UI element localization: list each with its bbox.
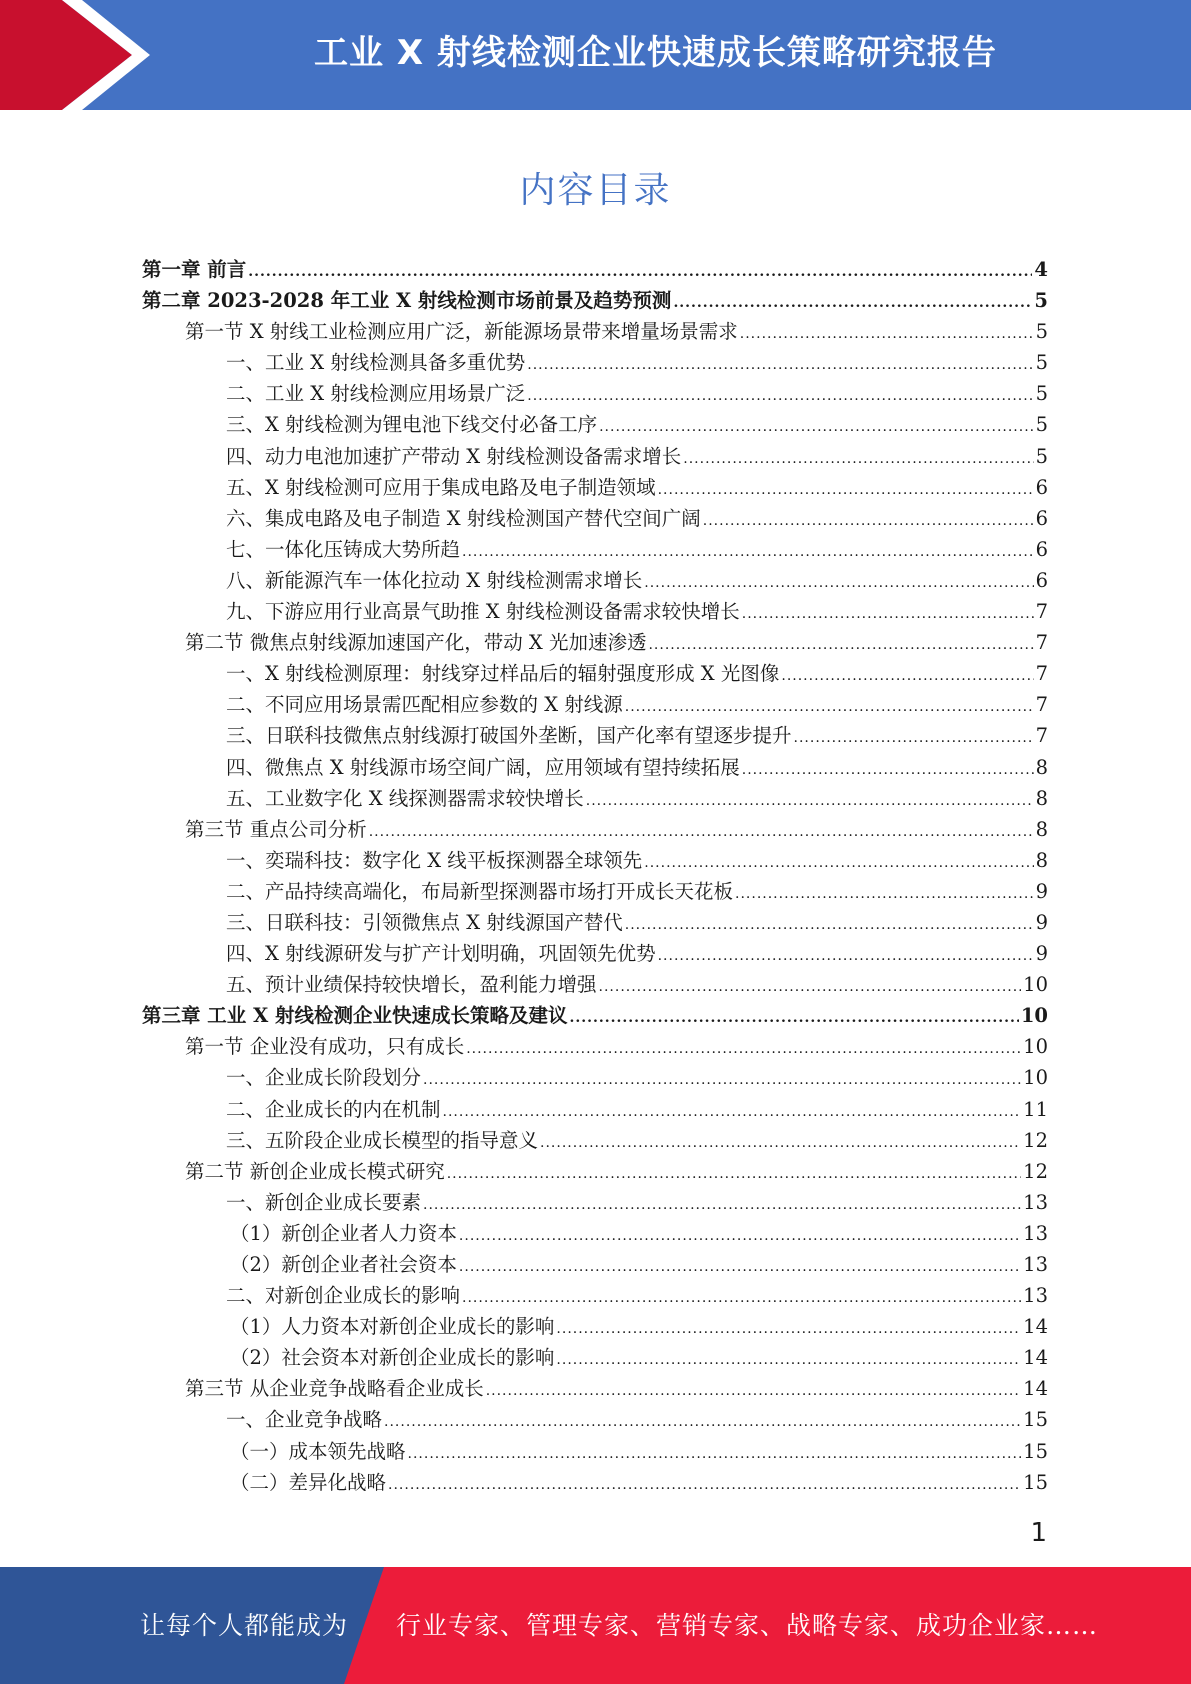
header-banner [0,0,1191,110]
toc-entry-title: 第三节 从企业竞争战略看企业成长 [185,1377,484,1401]
toc-entry[interactable] [142,565,1048,596]
table-of-contents [142,254,1048,1498]
toc-dot-leader [459,1221,1021,1252]
toc-entry-page: 13 [1023,1190,1048,1214]
toc-entry-page: 9 [1035,942,1048,966]
toc-entry[interactable] [142,845,1048,876]
toc-entry-title: 第二节 新创企业成长模式研究 [185,1159,445,1183]
toc-entry-title: （2）社会资本对新创企业成长的影响 [230,1346,555,1370]
toc-entry-page: 5 [1035,413,1048,437]
toc-entry-page: 7 [1035,693,1048,717]
toc-dot-leader [658,941,1034,972]
toc-entry-title: 八、新能源汽车一体化拉动 X 射线检测需求增长 [226,568,643,592]
toc-entry[interactable] [142,316,1048,347]
toc-entry[interactable] [142,969,1048,1000]
toc-entry-page: 6 [1035,568,1048,592]
toc-dot-leader [556,1314,1021,1345]
toc-dot-leader [599,412,1033,443]
toc-dot-leader [423,1065,1021,1096]
toc-entry-page: 11 [1023,1097,1048,1121]
toc-entry-title: 四、微焦点 X 射线源市场空间广阔，应用领域有望持续拓展 [226,755,740,779]
toc-dot-leader [794,723,1034,754]
toc-dot-leader [423,1190,1021,1221]
toc-entry-title: 三、X 射线检测为锂电池下线交付必备工序 [226,413,598,437]
toc-entry-page: 6 [1035,506,1048,530]
toc-dot-leader [644,848,1033,879]
footer-banner [0,1567,1191,1684]
toc-dot-leader [556,1345,1021,1376]
toc-entry-title: 第三节 重点公司分析 [185,817,367,841]
toc-entry[interactable] [142,1467,1048,1498]
toc-entry-title: （1）人力资本对新创企业成长的影响 [230,1315,555,1339]
toc-entry-page: 10 [1023,973,1048,997]
toc-dot-leader [388,1470,1021,1501]
toc-entry-page: 8 [1035,755,1048,779]
report-title: 工业 X 射线检测企业快速成长策略研究报告 [314,33,997,73]
toc-entry[interactable] [142,1062,1048,1093]
toc-entry-page: 13 [1023,1253,1048,1276]
toc-entry-title: 五、X 射线检测可应用于集成电路及电子制造领域 [226,475,656,499]
toc-entry-page: 10 [1023,1035,1048,1059]
toc-entry[interactable] [142,1280,1048,1311]
toc-entry[interactable] [142,1156,1048,1187]
toc-entry[interactable] [142,347,1048,378]
toc-dot-leader [703,506,1034,537]
toc-dot-leader [683,444,1033,475]
toc-entry-page: 14 [1023,1346,1048,1370]
toc-entry-page: 7 [1035,600,1048,624]
toc-entry-title: （一）成本领先战略 [230,1439,406,1463]
toc-dot-leader [740,319,1034,350]
toc-entry-title: 二、工业 X 射线检测应用场景广泛 [226,382,526,406]
toc-dot-leader [248,257,1032,288]
toc-entry[interactable] [142,1125,1048,1156]
toc-entry-title: （1）新创企业者人力资本 [230,1221,457,1245]
toc-entry[interactable] [142,409,1048,440]
toc-dot-leader [648,630,1033,661]
toc-entry-title: 一、企业竞争战略 [226,1408,383,1432]
toc-entry-page: 7 [1035,631,1048,655]
toc-dot-leader [447,1159,1021,1190]
toc-entry-title: 第二节 微焦点射线源加速国产化，带动 X 光加速渗透 [185,631,647,655]
toc-entry-title: 四、X 射线源研发与扩产计划明确，巩固领先优势 [226,942,656,966]
toc-entry[interactable] [142,627,1048,658]
toc-entry-title: 七、一体化压铸成大势所趋 [226,537,461,561]
toc-entry-title: 第一节 企业没有成功，只有成长 [185,1035,465,1059]
toc-entry-title: 第三章 工业 X 射线检测企业快速成长策略及建议 [142,1004,568,1028]
page-number: 1 [1030,1518,1047,1548]
toc-entry-title: 二、产品持续高端化，布局新型探测器市场打开成长天花板 [226,879,734,903]
toc-dot-leader [570,1003,1019,1034]
toc-dot-leader [369,817,1034,848]
toc-entry[interactable] [142,441,1048,472]
toc-entry[interactable] [142,254,1048,285]
toc-dot-leader [408,1439,1022,1470]
toc-dot-leader [527,381,1033,412]
toc-entry[interactable] [142,1249,1048,1280]
toc-entry[interactable] [142,752,1048,783]
toc-entry-page: 10 [1023,1066,1048,1090]
toc-entry[interactable] [142,503,1048,534]
toc-entry-title: 五、预计业绩保持较快增长，盈利能力增强 [226,973,597,997]
toc-entry[interactable] [142,1094,1048,1125]
toc-entry-title: 二、企业成长的内在机制 [226,1097,441,1121]
toc-entry-page: 5 [1034,289,1048,313]
toc-entry-page: 8 [1035,817,1048,841]
toc-entry-page: 15 [1023,1408,1048,1432]
toc-entry[interactable] [142,938,1048,969]
toc-dot-leader [742,599,1034,630]
toc-entry-page: 14 [1023,1377,1048,1401]
toc-dot-leader [462,1283,1021,1314]
toc-dot-leader [466,1034,1021,1065]
toc-entry-title: 一、工业 X 射线检测具备多重优势 [226,351,526,375]
toc-entry-page: 5 [1035,382,1048,406]
footer-slogan-right: 行业专家、管理专家、营销专家、战略专家、成功企业家…… [396,1611,1099,1640]
toc-entry-page: 9 [1035,879,1048,903]
toc-entry[interactable] [142,1404,1048,1435]
toc-entry[interactable] [142,720,1048,751]
toc-entry-title: 六、集成电路及电子制造 X 射线检测国产替代空间广阔 [226,506,701,530]
toc-entry-title: 一、企业成长阶段划分 [226,1066,422,1090]
toc-entry-page: 13 [1023,1284,1048,1308]
toc-dot-leader [540,1128,1021,1159]
toc-entry[interactable] [142,1187,1048,1218]
toc-dot-leader [486,1376,1021,1407]
toc-entry-page: 4 [1034,258,1048,281]
toc-entry-page: 6 [1035,475,1048,499]
toc-dot-leader [742,755,1034,786]
toc-dot-leader [586,786,1034,817]
toc-dot-leader [443,1097,1022,1128]
toc-entry[interactable] [142,596,1048,627]
toc-entry-title: （2）新创企业者社会资本 [230,1253,457,1276]
toc-entry-title: （二）差异化战略 [230,1470,387,1494]
toc-entry[interactable] [142,658,1048,689]
toc-entry-title: 一、新创企业成长要素 [226,1190,422,1214]
toc-entry[interactable] [142,534,1048,565]
toc-entry-title: 一、奕瑞科技：数字化 X 线平板探测器全球领先 [226,848,643,872]
toc-entry-title: 第一章 前言 [142,258,247,281]
toc-entry-page: 14 [1023,1315,1048,1339]
toc-entry-title: 三、五阶段企业成长模型的指导意义 [226,1128,539,1152]
toc-entry-page: 12 [1023,1128,1048,1152]
toc-entry-page: 5 [1035,351,1048,375]
toc-entry-page: 12 [1023,1159,1048,1183]
toc-dot-leader [459,1252,1021,1283]
toc-entry[interactable] [142,472,1048,503]
toc-entry[interactable] [142,1031,1048,1062]
toc-entry[interactable] [142,1218,1048,1249]
toc-entry[interactable] [142,378,1048,409]
toc-dot-leader [644,568,1033,599]
toc-entry-title: 第一节 X 射线工业检测应用广泛，新能源场景带来增量场景需求 [185,320,738,344]
toc-entry-title: 四、动力电池加速扩产带动 X 射线检测设备需求增长 [226,444,682,468]
toc-entry-page: 5 [1035,444,1048,468]
toc-entry[interactable] [142,1000,1048,1031]
toc-entry[interactable] [142,783,1048,814]
toc-entry-page: 6 [1035,537,1048,561]
toc-entry-page: 5 [1035,320,1048,344]
toc-dot-leader [599,972,1022,1003]
toc-dot-leader [625,692,1034,723]
toc-dot-leader [781,661,1033,692]
toc-entry-title: 三、日联科技微焦点射线源打破国外垄断，国产化率有望逐步提升 [226,724,792,748]
toc-dot-leader [735,879,1034,910]
toc-entry[interactable] [142,285,1048,316]
toc-entry-page: 15 [1023,1470,1048,1494]
toc-entry-title: 一、X 射线检测原理：射线穿过样品后的辐射强度形成 X 光图像 [226,662,780,686]
toc-entry[interactable] [142,1311,1048,1342]
toc-entry-page: 8 [1035,848,1048,872]
toc-dot-leader [462,537,1034,568]
toc-entry-page: 7 [1035,662,1048,686]
toc-entry[interactable] [142,876,1048,907]
toc-dot-leader [527,350,1033,381]
toc-entry-title: 九、下游应用行业高景气助推 X 射线检测设备需求较快增长 [226,600,740,624]
toc-entry-page: 13 [1023,1221,1048,1245]
toc-dot-leader [625,910,1034,941]
header-arrow-decoration [0,0,150,110]
toc-entry-title: 二、不同应用场景需匹配相应参数的 X 射线源 [226,693,623,717]
toc-entry-title: 第二章 2023-2028 年工业 X 射线检测市场前景及趋势预测 [142,289,672,313]
toc-dot-leader [384,1407,1021,1438]
toc-entry[interactable] [142,1373,1048,1404]
toc-entry-page: 7 [1035,724,1048,748]
toc-entry-title: 五、工业数字化 X 线探测器需求较快增长 [226,786,584,810]
toc-entry[interactable] [142,1436,1048,1467]
footer-slogan-left: 让每个人都能成为 [140,1611,349,1640]
toc-heading: 内容目录 [519,170,672,211]
toc-dot-leader [673,288,1032,319]
toc-entry-page: 9 [1035,910,1048,934]
toc-entry[interactable] [142,689,1048,720]
toc-entry-title: 二、对新创企业成长的影响 [226,1284,461,1308]
toc-entry[interactable] [142,814,1048,845]
toc-dot-leader [658,475,1034,506]
toc-entry-page: 8 [1035,786,1048,810]
toc-entry-page: 10 [1020,1004,1048,1028]
toc-entry-page: 15 [1023,1439,1048,1463]
toc-entry[interactable] [142,907,1048,938]
toc-entry[interactable] [142,1342,1048,1373]
toc-entry-title: 三、日联科技：引领微焦点 X 射线源国产替代 [226,910,623,934]
